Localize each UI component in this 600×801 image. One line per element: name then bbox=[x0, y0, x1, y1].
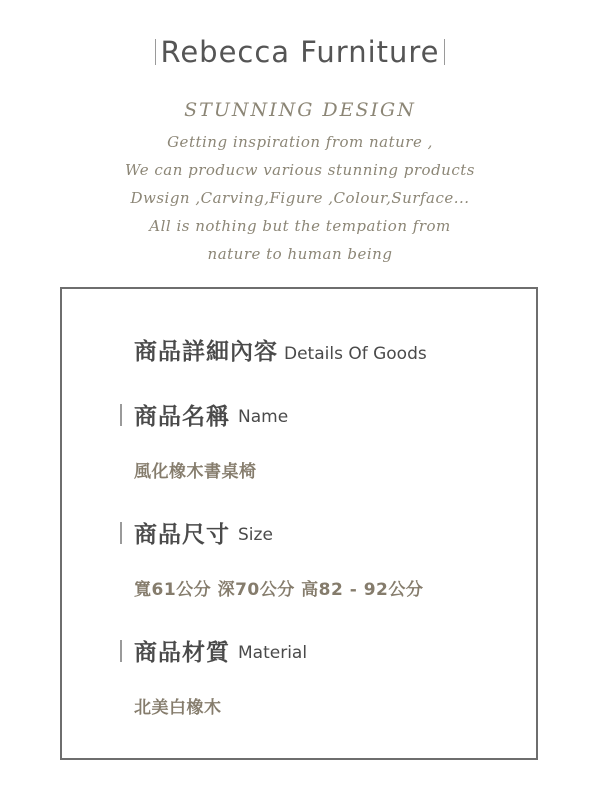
intro-title: STUNNING DESIGN bbox=[184, 99, 416, 121]
section-heading bbox=[120, 398, 288, 431]
details-title bbox=[134, 333, 427, 366]
section-label-zh: 商品材質 bbox=[134, 640, 230, 666]
intro-line: Dwsign ,Carving,Figure ,Colour,Surface... bbox=[130, 189, 470, 207]
intro-line: Getting inspiration from nature , bbox=[167, 133, 433, 151]
section-label-en: Size bbox=[238, 524, 273, 545]
section-size bbox=[120, 516, 423, 600]
section-material bbox=[120, 634, 307, 718]
details-panel bbox=[60, 287, 538, 760]
section-name bbox=[120, 398, 288, 482]
section-label-en: Name bbox=[238, 406, 289, 427]
section-value: 風化橡木書桌椅 bbox=[134, 462, 257, 482]
section-divider bbox=[120, 522, 122, 544]
brand-name: Rebecca Furniture bbox=[160, 35, 440, 69]
details-title-zh: 商品詳細內容 bbox=[134, 339, 278, 365]
section-value: 寬61公分 深70公分 高82 - 92公分 bbox=[134, 580, 424, 600]
section-label-zh: 商品尺寸 bbox=[134, 522, 230, 548]
section-heading bbox=[120, 634, 307, 667]
section-divider bbox=[120, 640, 122, 662]
details-title-en: Details Of Goods bbox=[284, 344, 427, 364]
brand-right-divider bbox=[444, 39, 445, 65]
brand-left-divider bbox=[155, 39, 156, 65]
intro-text bbox=[0, 128, 600, 268]
section-label-en: Material bbox=[238, 642, 308, 663]
intro-line: All is nothing but the tempation from bbox=[149, 217, 451, 235]
section-divider bbox=[120, 404, 122, 426]
section-heading bbox=[120, 516, 423, 549]
intro-line: nature to human being bbox=[207, 245, 393, 263]
section-value: 北美白橡木 bbox=[134, 698, 222, 718]
section-label-zh: 商品名稱 bbox=[134, 404, 230, 430]
brand-header bbox=[0, 30, 600, 74]
intro-line: We can producw various stunning products bbox=[125, 161, 475, 179]
